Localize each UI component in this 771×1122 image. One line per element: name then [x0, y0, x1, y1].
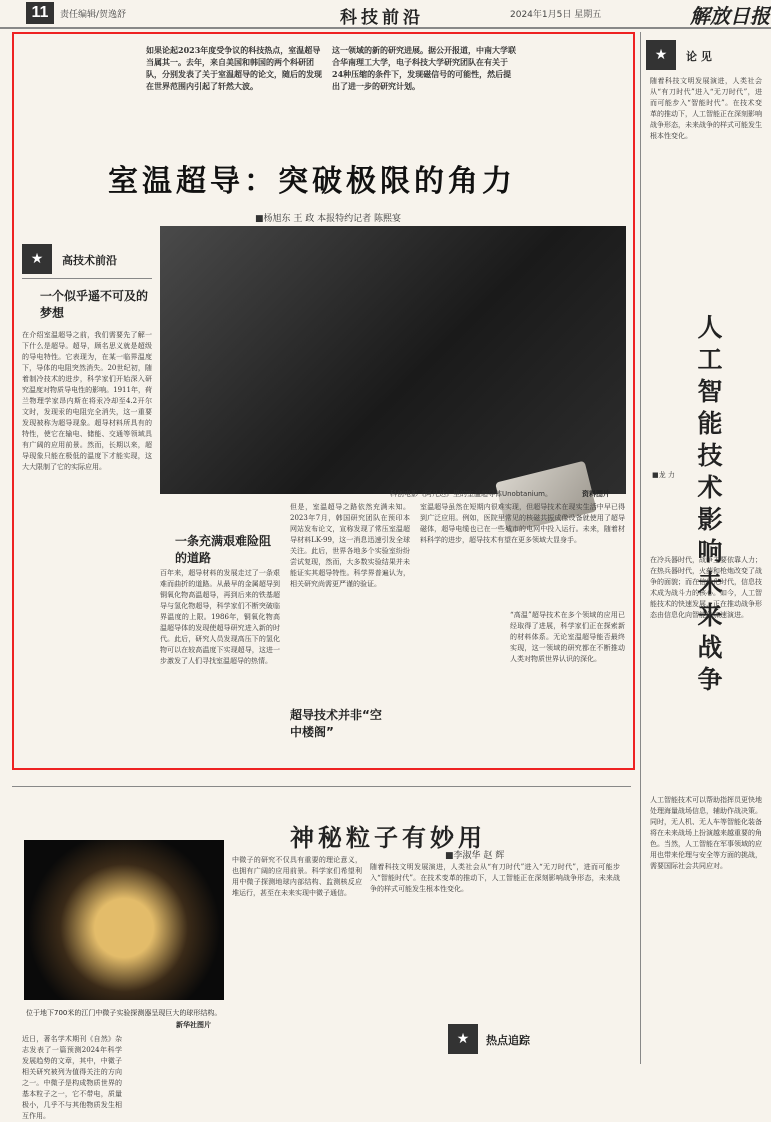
lead-photo	[160, 226, 626, 494]
detector-photo	[24, 840, 224, 1000]
article-column-6: 近日，著名学术期刊《自然》杂志发表了一篇预测2024年科学发展趋势的文章，其中，中微子相关研究被列为值得关注的方向之一。中微子是构成物质世界的基本粒子之一，它不带电，质量极小，几乎不与其他物质发生相互作用。	[22, 1035, 122, 1120]
intro-paragraph-1: 如果论起2023年度受争议的科技热点，室温超导当属其一。去年，来自美国和韩国的两个科研团队，分别发表了关于室温超导的论文，随后的发现在世界范围内引起了轩然大波。	[146, 45, 322, 91]
article-column-4: 室温超导虽然在短期内很难实现，但超导技术在现实生活中早已得到广泛应用。例如，医院里常见的核磁共振成像设备就使用了超导磁体，超导电缆也已在一些城市的电网中投入运行。未来，随着材料科学的进步，超导技术有望在更多领域大显身手。	[420, 503, 625, 544]
column-divider	[640, 32, 641, 1064]
article-column-8: 随着科技文明发展演进，人类社会从“有刀时代”进入“无刀时代”，进而可能步入“智能时代”。在技术变革的推动下，人工智能正在深刻影响战争形态，未来战争的样式可能发生根本性变化。	[370, 863, 620, 893]
opinion-headline: 人工智能技术影响未来战争	[697, 313, 723, 694]
main-headline: 室温超导：突破极限的角力	[108, 164, 516, 199]
article-column-1: 在介绍室温超导之前，我们需要先了解一下什么是超导。超导，顾名思义就是超级的导电特性。它表现为，在某一临界温度下，导体的电阻突然消失。20世纪初，随着制冷技术的进步，科学家们开始深入研究温度对物质导电性的影响。1911年，荷兰物理学家昂内斯在将汞冷却至4.2开尔文时，发现汞的电阻完全消失，这一重要发现被称为超导现象。超导材料所具有的特性，使它在输电、储能、交通等领域具有广阔的应用前景。然而，长期以来，超导现象只能在极低的温度下才能实现，这大大限制了它的实际应用。	[22, 331, 152, 471]
article-column-5: “高温”超导技术在多个领域的应用已经取得了进展，科学家们正在探索新的材料体系。无论室温超导能否最终实现，这一领域的研究都在不断推动人类对物质世界认识的深化。	[510, 610, 625, 758]
subheading-1: 一个似乎遥不可及的梦想	[40, 289, 149, 320]
divider	[12, 786, 631, 787]
subheading-3: 超导技术并非“空中楼阁”	[290, 708, 382, 739]
editor-credit: 责任编辑/贺逸舒	[60, 10, 127, 20]
page-header	[0, 0, 771, 29]
kicker-label: 高技术前沿	[62, 254, 117, 267]
article-column-2: 百年来，超导材料的发展走过了一条艰难而曲折的道路。从最早的金属超导到铜氧化物高温超导，再到后来的铁基超导与氢化物超导，科学家们不断突破临界温度的上限。1986年，铜氧化物高温超导体的发现使超导研究进入新的时代。此后，研究人员发现高压下的氢化物可以在较高温度下实现超导，这进一步激发了人们寻找室温超导的热情。	[160, 569, 280, 665]
star-emblem-icon: ★	[448, 1024, 478, 1054]
intro-paragraph-2: 这一领域的新的研究进展。据公开报道，中南大学联合华南理工大学，电子科技大学研究团队在有关于24种压缩的条件下，发现磁信号的可能性，然后提出了进一步的研究计划。	[332, 45, 516, 91]
detector-caption: 位于地下700米的江门中微子实验探测器呈现巨大的球形结构。	[26, 1009, 222, 1017]
masthead-logo: 解放日报	[690, 4, 770, 28]
second-headline: 神秘粒子有妙用	[290, 824, 486, 852]
second-byline: ■李淑华 赵 辉	[445, 851, 505, 861]
photo-credit: 资料图片	[582, 490, 610, 498]
section-title: 科技前沿	[340, 8, 424, 28]
opinion-column-3: 人工智能技术可以帮助指挥员更快地处理海量战场信息，辅助作战决策。同时，无人机、无人车等智能化装备将在未来战场上扮演越来越重要的角色。当然，人工智能在军事领域的应用也带来伦理与安全等方面的挑战，需要国际社会共同应对。	[650, 796, 762, 870]
page-number: 11	[26, 2, 54, 24]
issue-date: 2024年1月5日 星期五	[510, 10, 602, 20]
star-emblem-icon: ★	[22, 244, 52, 274]
opinion-label: 论 见	[686, 50, 712, 63]
opinion-column-2: 在冷兵器时代，战争主要依靠人力；在热兵器时代，火药和枪炮改变了战争的面貌；而在信息化时代，信息技术成为战斗力的核心。如今，人工智能技术的快速发展，正在推动战争形态由信息化向智能化加速演进。	[650, 556, 762, 619]
star-emblem-icon: ★	[646, 40, 676, 70]
detector-credit: 新华社图片	[176, 1021, 211, 1029]
opinion-column-1: 随着科技文明发展演进，人类社会从“有刀时代”进入“无刀时代”，进而可能步入“智能时代”。在技术变革的推动下，人工智能正在深刻影响战争形态，未来战争的样式可能发生根本性变化。	[650, 77, 762, 140]
hot-topic-label: 热点追踪	[486, 1034, 530, 1047]
main-byline: ■杨旭东 王 政 本报特约记者 陈熙宴	[255, 214, 401, 224]
opinion-byline: ■龙 力	[652, 471, 675, 479]
divider	[22, 278, 152, 279]
photo-caption: 科创电影《阿凡达》里的室温超导体Unobtanium。	[390, 490, 552, 498]
article-column-3: 但是，室温超导之路依然充满未知。2023年7月，韩国研究团队在预印本网站发布论文，宣称发现了常压室温超导材料LK-99，这一消息迅速引发全球关注。此后，世界各地多个实验室纷纷尝试复现，然而，大多数实验结果并未能证实其超导特性。科学界普遍认为，相关研究尚需更严谨的验证。	[290, 503, 410, 588]
subheading-2: 一条充满艰难险阻的道路	[175, 534, 272, 565]
article-column-7: 中微子的研究不仅具有重要的理论意义，也拥有广阔的应用前景。科学家们希望利用中微子探测地球内部结构、监测核反应堆运行，甚至在未来实现中微子通信。	[232, 856, 362, 897]
